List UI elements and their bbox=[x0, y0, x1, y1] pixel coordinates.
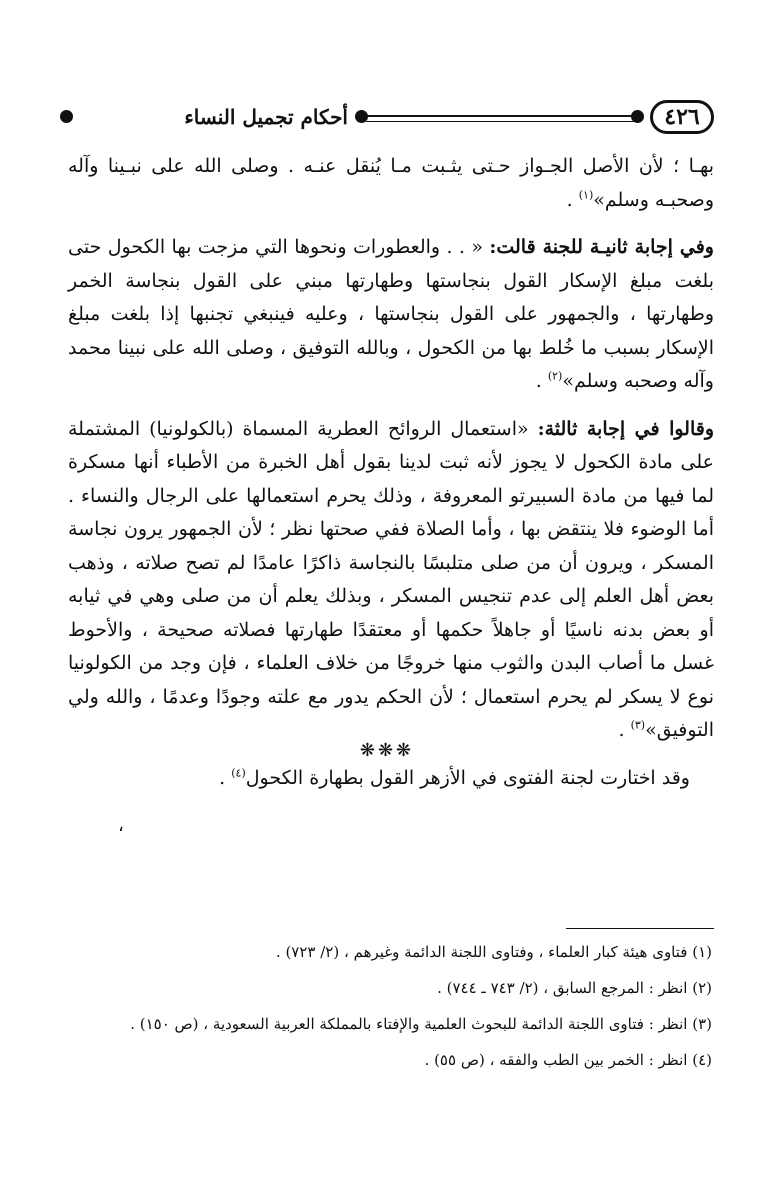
footnote-ref: (١) bbox=[578, 188, 594, 202]
footnote: (١) فتاوى هيئة كبار العلماء ، وفتاوى اللجنة الدائمة وغيرهم ، (٢/ ٧٢٣) . bbox=[275, 943, 712, 961]
ornament-dot bbox=[60, 110, 73, 123]
paragraph-lead: وقالوا في إجابة ثالثة: bbox=[537, 417, 715, 440]
footnote: (٢) انظر : المرجع السابق ، (٢/ ٧٤٣ ـ ٧٤٤) . bbox=[437, 979, 712, 997]
footnote-ref: (٤) bbox=[231, 766, 246, 780]
footnote-ref: (٣) bbox=[630, 718, 646, 732]
paragraph: بهـا ؛ لأن الأصل الجـواز حـتى يثـبت مـا يُنقل عنـه . وصلى الله على نبـينا وآله وصحبـه وسلم»$^{(١)}$ . bbox=[68, 155, 714, 211]
stray-mark: ، bbox=[118, 815, 124, 836]
footnotes bbox=[62, 942, 712, 1086]
paragraph-lead: وفي إجابة ثانيـة للجنة قالت: bbox=[489, 236, 714, 258]
page-number: ٤٢٦ bbox=[650, 100, 714, 134]
footnote-ref: (٢) bbox=[547, 369, 563, 383]
footnote-rule bbox=[566, 928, 714, 929]
main-text bbox=[68, 150, 714, 809]
section-separator: ❋❋❋ bbox=[359, 740, 415, 761]
header-rule bbox=[366, 115, 638, 122]
paragraph: وقد اختارت لجنة الفتوى في الأزهر القول بطهارة الكحول$^{(٤)}$ . bbox=[219, 766, 690, 789]
paragraph: وفي إجابة ثانيـة للجنة قالت: « . . والعطورات ونحوها التي مزجت بها الكحول حتى بلغت مبلغ الإسكار القول بنجاستها وطهارتها مبني على القول بنجاسة الخمر وطهارتها ، والجمهور على القول بنجاستها ، وعليه فينبغي تجنبها إذا بلغت مبلغ الإسكار بسبب ما خُلط بها من الكحول ، وبالله التوفيق ، وصلى الله على نبينا محمد وآله وصحبه وسلم»$^{(٢)}$ . bbox=[68, 236, 714, 392]
footnote: (٣) انظر : فتاوى اللجنة الدائمة للبحوث العلمية والإفتاء بالمملكة العربية السعودية ، (ص ١٥٠) . bbox=[130, 1015, 712, 1033]
running-title: أحكام تجميل النساء bbox=[184, 105, 348, 129]
page-header bbox=[60, 100, 714, 140]
paragraph: وقالوا في إجابة ثالثة: «استعمال الروائح العطرية المسماة (بالكولونيا) المشتملة على مادة الكحول لا يجوز لأنه ثبت لدينا بقول أهل الخبرة من الأطباء أنها مسكرة لما فيها من مادة السبيرتو المعروفة ، وذلك يحرم استعمالها على الرجال والنساء . أما الوضوء فلا ينتقض بها ، وأما الصلاة ففي صحتها نظر ؛ لأن الجمهور يرون نجاسة المسكر ، ويرون أن من صلى متلبسًا بالنجاسة ذاكرًا عامدًا لم تصح صلاته ، وذهب بعض أهل العلم إلى عدم تنجيس المسكر ، وبذلك يعلم أن من صلى وهي في ثيابه أو بعض بدنه ناسيًا أو جاهلاً حكمها أو معتقدًا طهارتها فصلاته صحيحة ، والأحوط غسل ما أصاب البدن والثوب منها خروجًا من خلاف العلماء ، فإن وجد من الكولونيا نوع لا يسكر لم يحرم استعمال ؛ لأن الحكم يدور مع علته وجودًا وعدمًا ، والله ولي التوفيق»$^{(٣)}$ . bbox=[68, 417, 715, 741]
ornament-dot bbox=[355, 110, 368, 123]
footnote: (٤) انظر : الخمر بين الطب والفقه ، (ص ٥٥) . bbox=[424, 1051, 712, 1069]
